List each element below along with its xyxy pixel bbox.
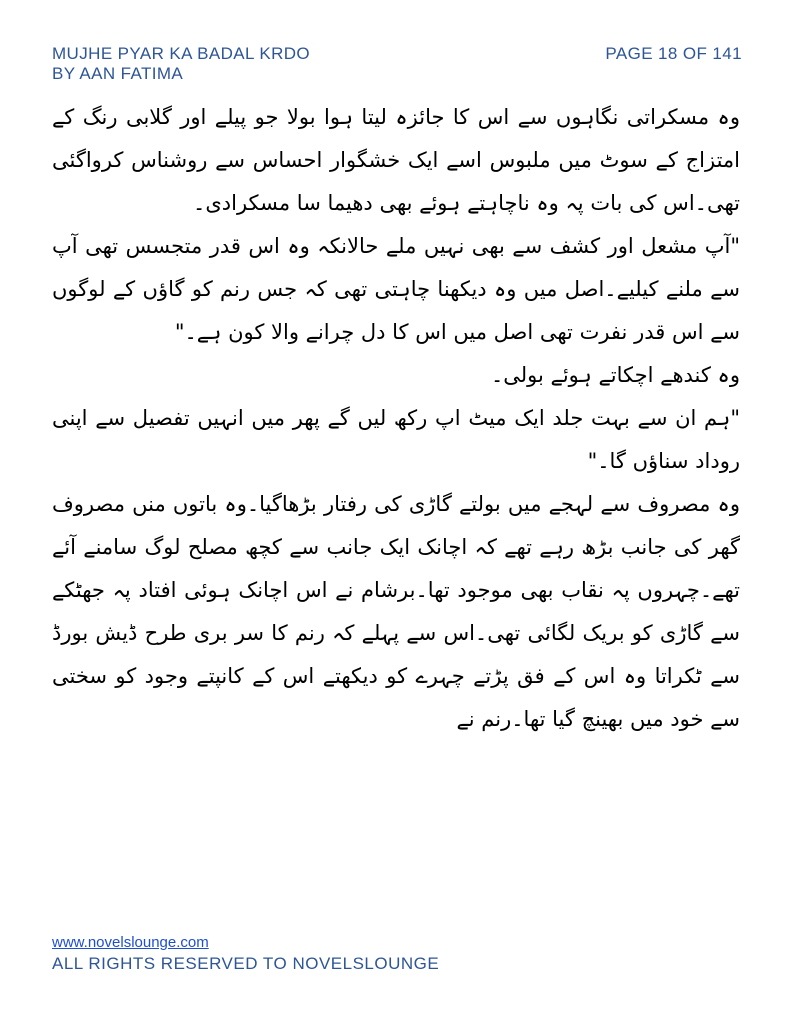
website-link[interactable]: www.novelslounge.com bbox=[52, 934, 209, 951]
paragraph: وہ کندھے اچکاتے ہوئے بولی۔ bbox=[490, 363, 740, 387]
page-number: PAGE 18 OF 141 bbox=[605, 44, 742, 63]
paragraph: وہ مسکراتی نگاہوں سے اس کا جائزہ لیتا ہوا بولا جو پیلے اور گلابی رنگ کے امتزاج کے سوٹ میں ملبوس اسے ایک خشگوار احساس سے روشناس کرواگئی تھی۔اس کی بات پہ وہ ناچاہتے ہوئے بھی دھیما سا مسکرادی۔ bbox=[52, 105, 740, 215]
novel-author: BY AAN FATIMA bbox=[52, 64, 184, 83]
novel-title: MUJHE PYAR KA BADAL KRDO bbox=[52, 44, 311, 63]
page-body bbox=[52, 96, 740, 741]
paragraph: "ہم ان سے بہت جلد ایک میٹ اپ رکھ لیں گے پھر میں انہیں تفصیل سے اپنی روداد سناؤں گا۔" bbox=[52, 406, 740, 473]
paragraph: "آپ مشعل اور کشف سے بھی نہیں ملے حالانکہ وہ اس قدر متجسس تھی آپ سے ملنے کیلیے۔اصل میں وہ دیکھنا چاہتی تھی کہ جس رنم کو گاؤں کے لوگوں سے اس قدر نفرت تھی اصل میں اس کا دل چرانے والا کون ہے۔" bbox=[52, 234, 740, 344]
copyright-notice: ALL RIGHTS RESERVED TO NOVELSLOUNGE bbox=[52, 954, 440, 973]
paragraph: وہ مصروف سے لہجے میں بولتے گاڑی کی رفتار بڑھاگیا۔وہ باتوں منں مصروف گھر کی جانب بڑھ رہے تھے کہ اچانک ایک جانب سے کچھ مصلح لوگ سامنے آئے تھے۔چہروں پہ نقاب بھی موجود تھا۔برشام نے اس اچانک ہوئی افتاد پہ جھٹکے سے گاڑی کو بریک لگائی تھی۔اس سے پہلے کہ رنم کا سر بری طرح ڈیش بورڈ سے ٹکراتا وہ اس کے فق پڑتے چہرے کو دیکھتے اس کے کانپتے وجود کو سختی سے خود میں بھینچ گیا تھا۔رنم نے bbox=[52, 492, 740, 731]
